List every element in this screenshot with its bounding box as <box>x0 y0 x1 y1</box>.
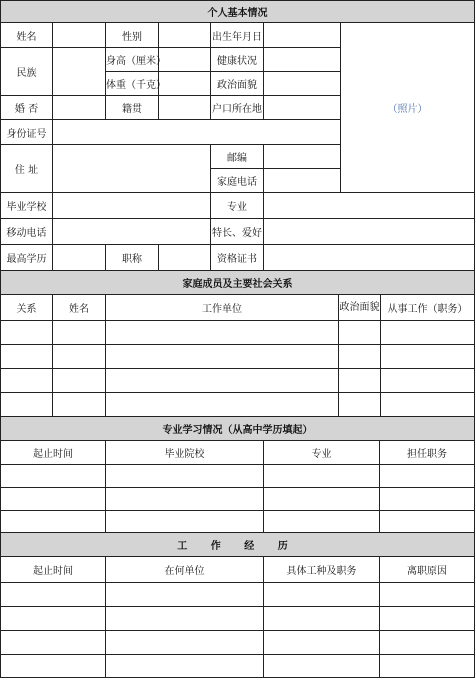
marital-field[interactable] <box>53 96 106 120</box>
postcode-label: 邮编 <box>211 145 264 169</box>
school-field[interactable] <box>53 193 211 219</box>
title-field[interactable] <box>159 245 211 271</box>
table-row <box>1 488 475 511</box>
mobile-label: 移动电话 <box>1 219 53 245</box>
photo-box[interactable]: （照片） <box>341 23 475 193</box>
gender-field[interactable] <box>159 23 211 48</box>
major-label: 专业 <box>211 193 264 219</box>
skills-field[interactable] <box>264 219 475 245</box>
table-row <box>1 631 475 655</box>
health-field[interactable] <box>264 48 341 72</box>
hukou-label: 户口所在地 <box>211 96 264 120</box>
table-row <box>1 393 475 417</box>
study-section-header: 专业学习情况（从高中学历填起） <box>1 417 475 441</box>
education-label: 最高学历 <box>1 245 53 271</box>
marital-label: 婚 否 <box>1 96 53 120</box>
politics-label: 政治面貌 <box>211 72 264 96</box>
family-col-occupation: 从事工作（职务） <box>381 295 475 321</box>
gender-label: 性别 <box>106 23 159 48</box>
family-section-header: 家庭成员及主要社会关系 <box>1 271 475 295</box>
weight-field[interactable] <box>159 72 211 96</box>
address-field[interactable] <box>53 145 211 193</box>
height-label: 身高（厘米） <box>106 48 159 72</box>
id-number-field[interactable] <box>53 120 341 145</box>
family-table <box>0 270 475 417</box>
study-col-role: 担任职务 <box>380 441 475 465</box>
family-col-employer: 工作单位 <box>106 295 339 321</box>
family-col-politics: 政治面貌 <box>339 295 381 321</box>
height-field[interactable] <box>159 48 211 72</box>
title-label: 职称 <box>106 245 159 271</box>
table-row <box>1 583 475 607</box>
ethnicity-field[interactable] <box>53 48 106 96</box>
ethnicity-label: 民族 <box>1 48 53 96</box>
table-row <box>1 655 475 678</box>
home-phone-field[interactable] <box>264 169 341 193</box>
table-row <box>1 465 475 488</box>
work-table <box>0 532 475 678</box>
birth-label: 出生年月日 <box>211 23 264 48</box>
work-col-reason: 离职原因 <box>380 557 475 583</box>
id-number-label: 身份证号 <box>1 120 53 145</box>
table-row <box>1 607 475 631</box>
family-col-relation: 关系 <box>1 295 53 321</box>
postcode-field[interactable] <box>264 145 341 169</box>
study-col-period: 起止时间 <box>1 441 106 465</box>
certificate-field[interactable] <box>264 245 475 271</box>
table-row <box>1 345 475 369</box>
native-label: 籍贯 <box>106 96 159 120</box>
address-label: 住 址 <box>1 145 53 193</box>
table-row <box>1 321 475 345</box>
study-col-school: 毕业院校 <box>106 441 264 465</box>
home-phone-label: 家庭电话 <box>211 169 264 193</box>
school-label: 毕业学校 <box>1 193 53 219</box>
work-section-header: 工 作 经 历 <box>1 533 475 557</box>
skills-label: 特长、爱好 <box>211 219 264 245</box>
work-col-position: 具体工种及职务 <box>264 557 380 583</box>
study-col-major: 专业 <box>264 441 380 465</box>
mobile-field[interactable] <box>53 219 211 245</box>
family-col-name: 姓名 <box>53 295 106 321</box>
work-col-employer: 在何单位 <box>106 557 264 583</box>
weight-label: 体重（千克） <box>106 72 159 96</box>
education-field[interactable] <box>53 245 106 271</box>
work-col-period: 起止时间 <box>1 557 106 583</box>
personal-info-table <box>0 0 475 271</box>
native-field[interactable] <box>159 96 211 120</box>
name-field[interactable] <box>53 23 106 48</box>
hukou-field[interactable] <box>264 96 341 120</box>
table-row <box>1 511 475 533</box>
certificate-label: 资格证书 <box>211 245 264 271</box>
personal-section-header: 个人基本情况 <box>1 1 475 23</box>
health-label: 健康状况 <box>211 48 264 72</box>
politics-field[interactable] <box>264 72 341 96</box>
study-table <box>0 416 475 533</box>
birth-field[interactable] <box>264 23 341 48</box>
major-field[interactable] <box>264 193 475 219</box>
table-row <box>1 369 475 393</box>
name-label: 姓名 <box>1 23 53 48</box>
